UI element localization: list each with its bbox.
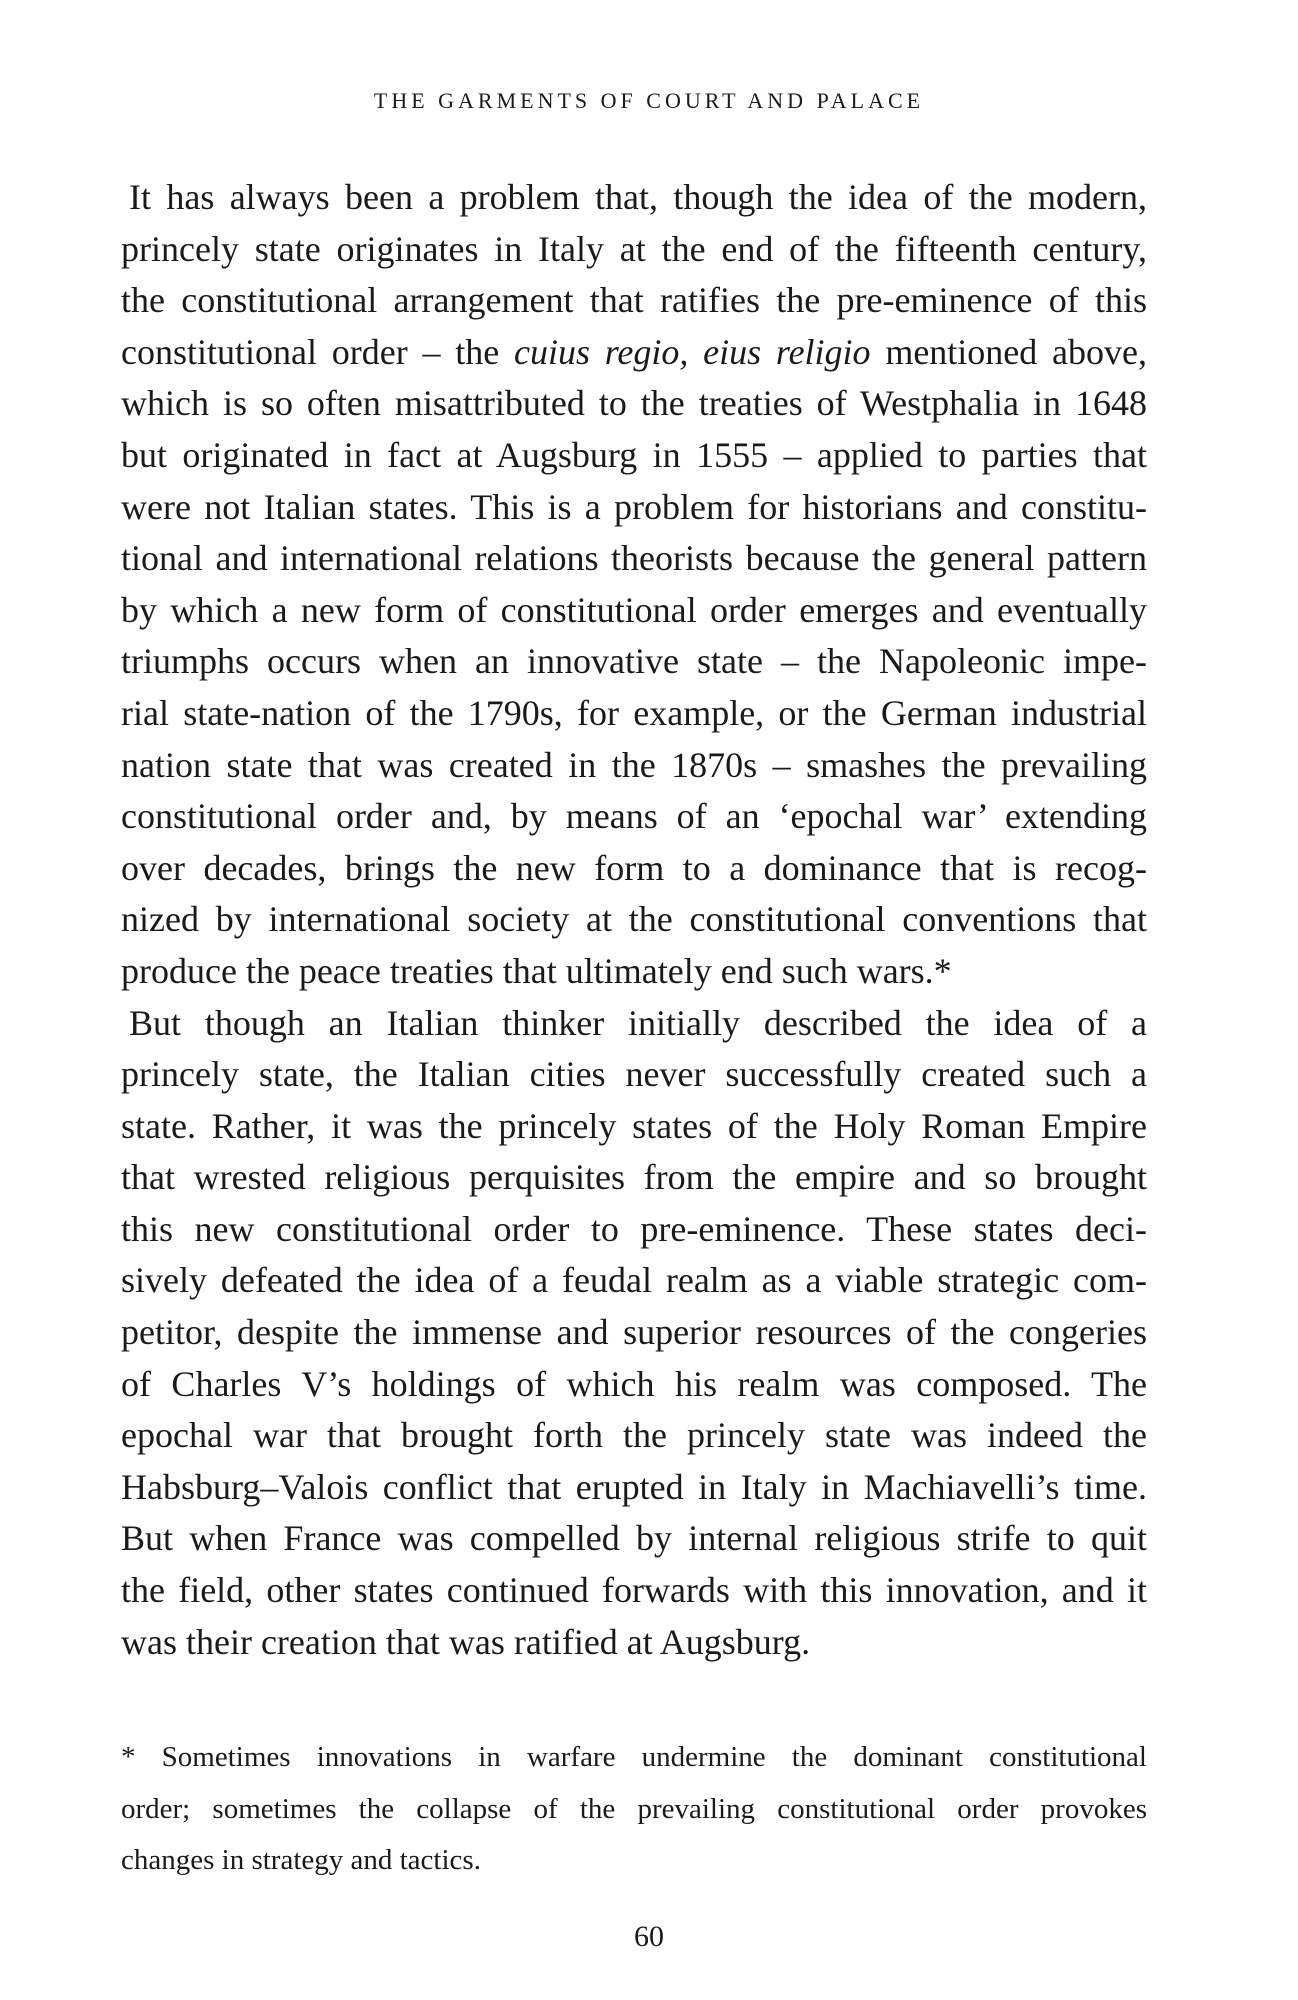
text-segment: constitutional order – the xyxy=(121,331,514,372)
text-line: but originated in fact at Augsburg in 1555 – applied to parties that xyxy=(121,434,1147,475)
text-line: was their creation that was ratified at Augsburg. xyxy=(121,1621,811,1662)
text-line xyxy=(121,327,1147,379)
text-line: changes in strategy and tactics. xyxy=(121,1844,481,1877)
text-line: that wrested religious perquisites from the empire and so brought xyxy=(121,1157,1147,1198)
text-line: nation state that was created in the 1870s – smashes the prevailing xyxy=(121,744,1147,785)
text-line: Habsburg–Valois conflict that erupted in Italy in Machiavelli’s time. xyxy=(121,1466,1147,1507)
text-line: this new constitutional order to pre-eminence. These states deci- xyxy=(121,1208,1147,1249)
paragraph xyxy=(121,998,1147,1669)
body-text xyxy=(121,172,1147,1668)
text-line: princely state, the Italian cities never successfully created such a xyxy=(121,1054,1147,1095)
text-line: * Sometimes innovations in warfare undermine the dominant constitutional xyxy=(121,1741,1147,1773)
text-line: princely state originates in Italy at the end of the fifteenth century, xyxy=(121,228,1147,269)
text-line: sively defeated the idea of a feudal realm as a viable strategic com- xyxy=(121,1260,1147,1301)
text-line: constitutional order and, by means of an ‘epochal war’ extending xyxy=(121,796,1147,837)
text-line: order; sometimes the collapse of the prevailing constitutional order provokes xyxy=(121,1792,1147,1825)
text-line: of Charles V’s holdings of which his realm was composed. The xyxy=(121,1363,1147,1404)
text-line: tional and international relations theorists because the general pattern xyxy=(121,538,1147,579)
text-line: were not Italian states. This is a problem for historians and constitu- xyxy=(121,486,1147,527)
text-segment: mentioned above, xyxy=(870,331,1148,372)
text-line: which is so often misattributed to the treaties of Westphalia in 1648 xyxy=(121,383,1147,424)
text-line: the field, other states continued forwards with this innovation, and it xyxy=(121,1570,1147,1611)
italic-phrase: cuius regio, eius religio xyxy=(513,331,871,372)
text-line: It has always been a problem that, though the idea of the modern, xyxy=(129,177,1147,217)
text-line: the constitutional arrangement that ratifies the pre-eminence of this xyxy=(121,280,1147,321)
text-line: over decades, brings the new form to a dominance that is recog- xyxy=(121,847,1147,888)
text-line: epochal war that brought forth the princely state was indeed the xyxy=(121,1415,1147,1456)
paragraph xyxy=(121,172,1147,998)
text-line: state. Rather, it was the princely states of the Holy Roman Empire xyxy=(121,1105,1147,1146)
text-line: But though an Italian thinker initially described the idea of a xyxy=(129,1002,1147,1043)
running-head: THE GARMENTS OF COURT AND PALACE xyxy=(373,88,925,113)
footnote xyxy=(121,1735,1147,1890)
text-line: triumphs occurs when an innovative state – the Napoleonic impe- xyxy=(121,641,1147,682)
page-number: 60 xyxy=(634,1920,664,1953)
text-line: rial state-nation of the 1790s, for example, or the German industrial xyxy=(121,692,1147,733)
text-line: produce the peace treaties that ultimately end such wars.* xyxy=(121,950,952,991)
text-line: petitor, despite the immense and superior resources of the congeries xyxy=(121,1312,1147,1353)
text-line: But when France was compelled by internal religious strife to quit xyxy=(121,1518,1147,1559)
text-line: nized by international society at the constitutional conventions that xyxy=(121,899,1147,940)
text-line: by which a new form of constitutional order emerges and eventually xyxy=(121,589,1147,630)
